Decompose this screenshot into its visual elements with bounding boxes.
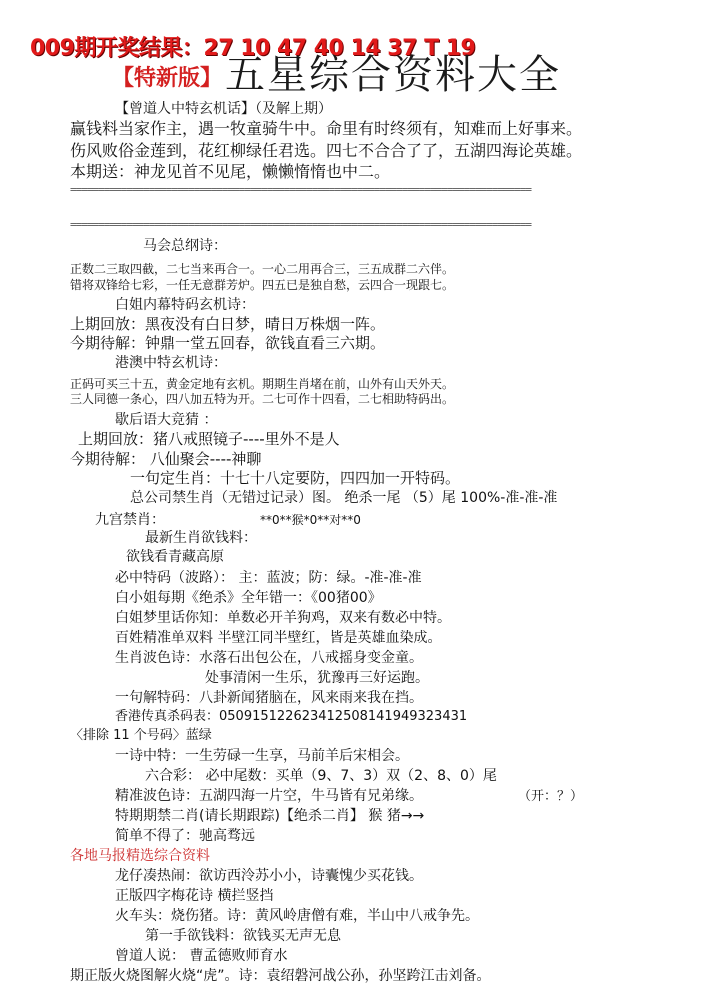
kai-line: （开：？） bbox=[518, 789, 584, 804]
baijie-prev: 上期回放：黑夜没有白日梦，晴日万株烟一阵。 bbox=[70, 315, 386, 333]
edition-badge: 【特新版】 bbox=[112, 66, 223, 91]
riddle-prev: 上期回放：猪八戒照镜子----里外不是人 bbox=[78, 430, 340, 448]
block1-line-2: 伤风败俗金莲到，花红柳绿任君选。四七不合合了了，五湖四海论英雄。 bbox=[70, 141, 583, 160]
riddle-heading: 歇后语大竞猜 ： bbox=[115, 412, 218, 428]
separator-2: ================================================================================== bbox=[70, 218, 532, 228]
block1-line-1: 赢钱料当家作主，遇一牧童骑牛中。命里有时终须有，知难而上好事来。 bbox=[70, 119, 583, 138]
jiugong-value: **0**猴*0**对**0 bbox=[260, 513, 361, 527]
hkmacao-line-1: 正码可买三十五，黄金定地有玄机。期期生肖堵在前，山外有山天外天。 bbox=[70, 377, 455, 391]
yiju-line: 一句定生肖：十七十八定要防，四四加一开特码。 bbox=[130, 469, 461, 487]
jiete-line: 一句解特码：八卦新闻猪脑在，风来雨来我在挡。 bbox=[115, 690, 423, 706]
liuhe-line: 六合彩： 必中尾数：买单（9、7、3）双（2、8、0）尾 bbox=[145, 768, 497, 784]
newest-label: 最新生肖欲钱料： bbox=[145, 530, 257, 546]
xianggang-line: 香港传真杀码表：050915122623412508141949323431 bbox=[115, 709, 468, 724]
horse-line-1: 正数二三取四截，二七当来再合一。一心二用再合三，三五成群二六伴。 bbox=[70, 262, 455, 276]
qizheng-line: 期正版火烧图解火烧“虎”。诗：袁绍磐河战公孙，孙坚跨江击刘备。 bbox=[70, 968, 491, 984]
riddle-now: 今期待解： 八仙聚会----神聊 bbox=[70, 450, 262, 468]
teqi-line: 特期期禁二肖(请长期跟踪)【绝杀二肖】 猴 猪→→ bbox=[115, 808, 425, 824]
paichu-line: 〈排除 11 个号码〉蓝绿 bbox=[70, 728, 212, 743]
horse-heading: 马会总纲诗： bbox=[143, 238, 227, 254]
hkmacao-heading: 港澳中特玄机诗： bbox=[115, 355, 227, 371]
baijie-heading: 白姐内幕特码玄机诗： bbox=[115, 297, 255, 313]
horse-line-2: 错将双锋给七彩，一任无意群芳炉。四五已是独自愁，云四合一现跟七。 bbox=[70, 278, 455, 292]
baijie-now: 今期待解：钟鼎一堂五回春，欲钱直看三六期。 bbox=[70, 334, 386, 352]
jiandan-line: 简单不得了：驰高骛远 bbox=[115, 828, 255, 844]
jingzhun-line: 精准波色诗：五湖四海一片空，牛马皆有兄弟缘。 bbox=[115, 788, 423, 804]
jiugong-label: 九宫禁肖： bbox=[95, 512, 165, 528]
bose-line-2: 处事清闲一生乐，犹豫再三好运跑。 bbox=[205, 670, 429, 686]
bozhong-line: 必中特码（波路）： 主：蓝波；防：绿。-准-准-准 bbox=[115, 570, 422, 586]
gongsi-line: 总公司禁生肖（无错过记录）图。 绝杀一尾 （5）尾 100%-准-准-准 bbox=[130, 490, 558, 506]
hkmacao-line-2: 三人同德一条心，四八加五特为开。二七可作十四看，二七相助特码出。 bbox=[70, 392, 455, 406]
longzi-line: 龙仔凑热闹：欲访西泠苏小小，诗囊愧少买花钱。 bbox=[115, 868, 423, 884]
draw-result-banner: 009期开奖结果：27 10 47 40 14 37 T 19 bbox=[30, 36, 476, 61]
meng-line: 白姐梦里话你知：单数必开羊狗鸡，双来有数必中特。 bbox=[115, 610, 451, 626]
zhengban-line: 正版四字梅花诗 横拦竖挡 bbox=[115, 888, 274, 904]
gedi-heading: 各地马报精选综合资料 bbox=[70, 848, 210, 864]
newest-value: 欲钱看青藏高原 bbox=[126, 549, 224, 565]
huoche-line: 火车头：烧伤猪。诗：黄风岭唐僧有难，半山中八戒争先。 bbox=[115, 908, 479, 924]
diyi-line: 第一手欲钱料：欲钱买无声无息 bbox=[145, 928, 341, 944]
zengdao-line: 曾道人说： 曹孟德败师育水 bbox=[115, 948, 288, 964]
block1-heading: 【曾道人中特玄机话】（及解上期） bbox=[115, 101, 332, 117]
yishi-line: 一诗中特：一生劳碌一生享，马前羊后宋相会。 bbox=[115, 748, 409, 764]
page-title: 五星综合资料大全 bbox=[225, 52, 561, 98]
baixing-line: 百姓精准单双料 半壁江同半壁红，皆是英雄血染成。 bbox=[115, 630, 442, 646]
block1-line-3: 本期送：神龙见首不见尾，懒懒惰惰也中二。 bbox=[70, 162, 391, 181]
separator-1: ================================================================================== bbox=[70, 183, 532, 193]
bose-line: 生肖波色诗：水落石出包公在，八戒摇身变金童。 bbox=[115, 650, 423, 666]
xiaojie-line: 白小姐每期《绝杀》全年错一：《00猪00》 bbox=[115, 590, 382, 606]
